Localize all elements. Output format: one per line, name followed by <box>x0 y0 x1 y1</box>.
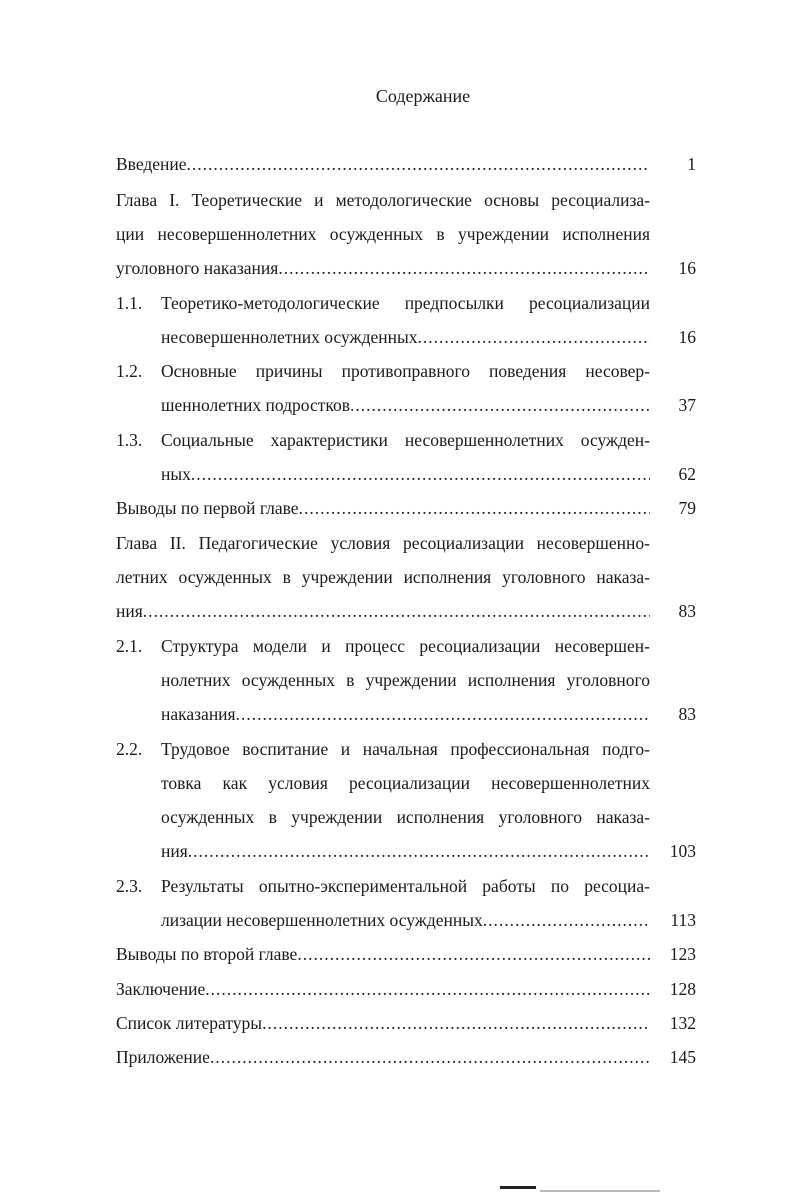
toc-entry-text: Список литературы <box>116 1013 263 1033</box>
toc-entry-text: шеннолетних подростков <box>161 395 350 415</box>
toc-entry-intro <box>116 152 650 176</box>
toc-page-number: 132 <box>669 1013 696 1033</box>
toc-entry-text: ния <box>161 841 188 861</box>
toc-entry-section-2-3-line2 <box>161 908 650 932</box>
leader-dots <box>205 977 650 1001</box>
toc-section-number: 1.1. <box>116 293 143 313</box>
toc-section-number: 2.1. <box>116 636 143 656</box>
toc-page-number: 62 <box>678 464 696 484</box>
toc-section-number: 1.2. <box>116 361 143 381</box>
page-title: Содержание <box>375 86 471 106</box>
toc-entry-conclusion <box>116 977 650 1001</box>
toc-entry-section-2-1-line3 <box>161 702 650 726</box>
toc-entry-text: Выводы по второй главе <box>116 944 298 964</box>
toc-entry-text: Заключение <box>116 979 206 999</box>
toc-entry-section-2-1-line1: Структура модели и процесс ресоциализации несовершен- <box>161 636 650 656</box>
toc-entry-conclusions-ch2 <box>116 942 650 966</box>
leader-dots <box>262 1011 650 1035</box>
toc-page-number: 103 <box>669 841 696 861</box>
toc-page-number: 79 <box>678 498 696 518</box>
toc-section-number: 2.2. <box>116 739 143 759</box>
toc-entry-text: несовершеннолетних осужденных <box>161 327 418 347</box>
toc-entry-chapter2-line1: Глава II. Педагогические условия ресоциализации несовершенно- <box>116 533 650 553</box>
toc-entry-text: Приложение <box>116 1047 210 1067</box>
toc-entry-text: ния <box>116 601 143 621</box>
toc-entry-section-1-3-line2 <box>161 462 650 486</box>
toc-entry-section-1-2-line1: Основные причины противоправного поведения несовер- <box>161 361 650 381</box>
toc-page-number: 128 <box>669 979 696 999</box>
leader-dots <box>483 908 650 932</box>
leader-dots <box>350 393 650 417</box>
toc-entry-section-2-2-line3: осужденных в учреждении исполнения уголовного наказа- <box>161 807 650 827</box>
toc-entry-conclusions-ch1 <box>116 496 650 520</box>
toc-entry-section-1-1-line2 <box>161 325 650 349</box>
toc-entry-text: Введение <box>116 154 187 174</box>
toc-entry-section-2-3-line1: Результаты опытно-экспериментальной работы по ресоциа- <box>161 876 650 896</box>
scan-artifact-line <box>540 1190 660 1192</box>
toc-entry-section-2-2-line1: Трудовое воспитание и начальная профессиональная подго- <box>161 739 650 759</box>
toc-entry-text: Выводы по первой главе <box>116 498 299 518</box>
leader-dots <box>143 599 650 623</box>
toc-entry-chapter2-line3 <box>116 599 650 623</box>
toc-page-number: 1 <box>687 154 696 174</box>
toc-page-number: 83 <box>678 704 696 724</box>
toc-entry-text: ных <box>161 464 191 484</box>
leader-dots <box>187 152 650 176</box>
toc-entry-section-2-1-line2: нолетних осужденных в учреждении исполнения уголовного <box>161 670 650 690</box>
toc-entry-text: наказания <box>161 704 236 724</box>
toc-entry-appendix <box>116 1045 650 1069</box>
leader-dots <box>188 839 650 863</box>
leader-dots <box>297 942 650 966</box>
toc-page-number: 37 <box>678 395 696 415</box>
toc-section-number: 2.3. <box>116 876 143 896</box>
toc-entry-section-1-2-line2 <box>161 393 650 417</box>
toc-page-number: 16 <box>678 258 696 278</box>
toc-entry-section-1-1-line1: Теоретико-методологические предпосылки ресоциализации <box>161 293 650 313</box>
toc-entry-chapter2-line2: летних осужденных в учреждении исполнения уголовного наказа- <box>116 567 650 587</box>
toc-entry-text: лизации несовершеннолетних осужденных <box>161 910 483 930</box>
leader-dots <box>210 1045 650 1069</box>
leader-dots <box>278 256 650 280</box>
leader-dots <box>236 702 650 726</box>
toc-page-number: 16 <box>678 327 696 347</box>
scan-artifact-mark <box>500 1186 536 1189</box>
toc-page-number: 123 <box>669 944 696 964</box>
toc-entry-section-2-2-line4 <box>161 839 650 863</box>
toc-entry-section-2-2-line2: товка как условия ресоциализации несовершеннолетних <box>161 773 650 793</box>
toc-page-number: 113 <box>670 910 696 930</box>
toc-section-number: 1.3. <box>116 430 143 450</box>
toc-page-number: 145 <box>669 1047 696 1067</box>
toc-entry-chapter1-line1: Глава I. Теоретические и методологические основы ресоциализа- <box>116 190 650 210</box>
leader-dots <box>299 496 650 520</box>
toc-entry-chapter1-line2: ции несовершеннолетних осужденных в учреждении исполнения <box>116 224 650 244</box>
leader-dots <box>191 462 650 486</box>
leader-dots <box>418 325 650 349</box>
toc-entry-section-1-3-line1: Социальные характеристики несовершеннолетних осужден- <box>161 430 650 450</box>
toc-page-number: 83 <box>678 601 696 621</box>
toc-entry-chapter1-line3 <box>116 256 650 280</box>
toc-entry-text: уголовного наказания <box>116 258 279 278</box>
toc-entry-references <box>116 1011 650 1035</box>
